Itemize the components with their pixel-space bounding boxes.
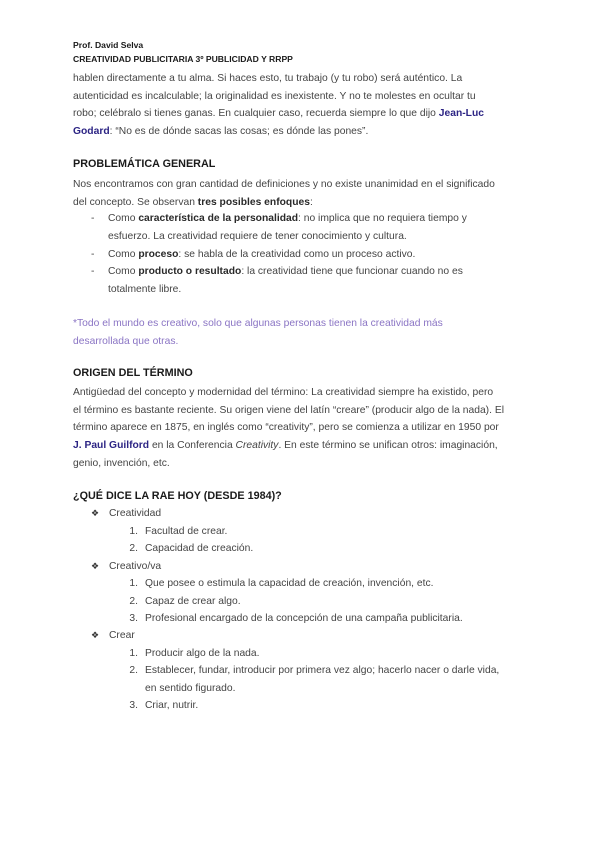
author-name-godard: Godard (73, 126, 110, 138)
intro-line: robo; celébralo si tienes ganas. En cualquier caso, recuerda siempre lo que dijo Jean-Luc (73, 108, 484, 120)
problematica-paragraph: Nos encontramos con gran cantidad de definiciones y no existe unanimidad en el significado del concepto. Se observan tres posibles enfoques: (73, 179, 495, 208)
section-heading-origen: ORIGEN DEL TÉRMINO (73, 367, 193, 379)
section-heading-problematica: PROBLEMÁTICA GENERAL (73, 158, 216, 170)
intro-line: autenticidad es incalculable; la originalidad es inexistente. Y no te molestes en ocultar tu (73, 90, 476, 102)
intro-line: hablen directamente a tu alma. Si haces esto, tu trabajo (y tu robo) será auténtico. La (73, 73, 463, 84)
diamond-bullet-icon: ❖ (91, 630, 100, 640)
footnote: *Todo el mundo es creativo, solo que algunas personas tienen la creatividad más desarrollada que otras. (73, 318, 443, 347)
author-header: Prof. David Selva (73, 40, 144, 50)
document-page: Prof. David Selva CREATIVIDAD PUBLICITARIA 3º PUBLICIDAD Y RRPP hablen directamente a tu alma. Si haces esto, tu trabajo (y tu robo) será auténtico. La autenticidad es incalculable; la originalidad es inexistente. Y no te molestes en ocultar tu robo; celébralo si tienes ganas. En cualquier caso, recuerda siempre lo que dijo Jean-Luc Godard: “No es de dónde sacas las cosas; es dónde las pones”. PROBLEMÁTICA GENERAL Nos encontramos con gran cantidad de definiciones y no existe unanimidad en el significado del concepto. Se observan tres posibles enfoques: - Como característica de la personalidad: no implica que no requiera tiempo y esfuerzo. La creatividad requiere de tener conocimiento y cultura. - Como proceso: se habla de la creatividad como un proceso activo. - Como producto o resultado: la creatividad tiene que funcionar cuando no es totalmente libre. *Todo el mundo es creativo, solo que algunas personas tienen la creatividad más desarrollada que otras. ORIGEN DEL TÉRMINO Antigüedad del concepto y modernidad del término: La creatividad siempre ha existido, pero el término es bastante reciente. Su origen viene del latín “creare” (producir algo de la nada). El término aparece en 1875, en inglés como “creativity”, pero se comienza a utilizar en 1950 por J. Paul Guilford en la Conferencia Creativity. En este término se unifican otros: imaginación, genio, invención, etc. ¿QUÉ DICE LA RAE HOY (DESDE 1984)? ❖ Creatividad 1. Facultad de crear. 2. Capacidad de creación. ❖ Creativo/va 1. Que posee o estimula la capacidad de creación, invención, etc. 2. Capaz de crear algo. 3. Profesional encargado de la concepción de una campaña publicitaria. ❖ Crear 1. Producir algo de la nada. 2. Establecer, fundar, introducir por primera vez algo; hacerlo nacer o darle vida, en sentido figurado. 3. Criar, nutrir. (0, 0, 600, 848)
emphasis-enfoques: tres posibles enfoques (197, 196, 310, 208)
course-header: CREATIVIDAD PUBLICITARIA 3º PUBLICIDAD Y RRPP (73, 54, 293, 64)
origen-paragraph: Antigüedad del concepto y modernidad del término: La creatividad siempre ha existido, pero el término es bastante reciente. Su origen viene del latín “creare” (producir algo de la nada). El término aparece en 1875, en inglés como “creativity”, pero se comienza a utilizar en 1950 por J. Paul Guilford en la Conferencia Creativity. En este término se unifican otros: imaginación, genio, invención, etc. (73, 387, 504, 469)
section-heading-rae: ¿QUÉ DICE LA RAE HOY (DESDE 1984)? (73, 490, 282, 502)
diamond-bullet-icon: ❖ (91, 508, 100, 518)
intro-paragraph (73, 70, 533, 141)
author-name-jean-luc: Jean-Luc (438, 108, 484, 120)
author-name-guilford: J. Paul Guilford (73, 440, 150, 452)
intro-line: Godard: “No es de dónde sacas las cosas; es dónde las pones”. (73, 126, 369, 138)
diamond-bullet-icon: ❖ (91, 561, 100, 571)
